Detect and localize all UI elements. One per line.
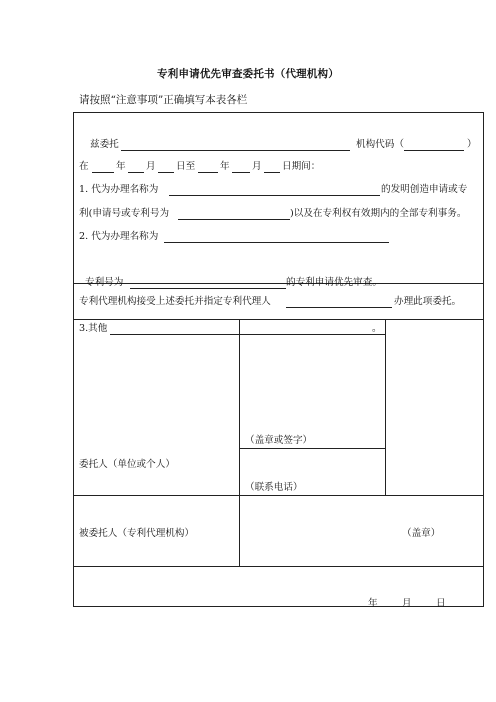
period-suffix: 日期间：	[282, 161, 321, 172]
agency-name-blank[interactable]	[121, 150, 350, 151]
principal-label: 委托人（单位或个人）	[79, 459, 175, 470]
period-prefix: 在	[79, 161, 89, 172]
item1-label: 1. 代为办理名称为	[79, 184, 159, 195]
patent-number-label: 专利号为	[85, 277, 124, 288]
date-day-label: 日	[436, 598, 446, 609]
document-title: 专利申请优先审查委托书（代理机构）	[157, 68, 339, 80]
end-month-blank[interactable]	[232, 172, 250, 173]
item1-scope: )以及在专利权有效期内的全部专利事务。	[290, 208, 467, 219]
date-year-label: 年	[368, 598, 378, 609]
start-month-label: 月	[146, 161, 156, 172]
principal-seal-area[interactable]	[386, 320, 483, 495]
end-year-label: 年	[220, 161, 230, 172]
start-month-blank[interactable]	[128, 172, 144, 173]
item1-application-label: 利(申请号或专利号为	[79, 208, 170, 219]
org-code-blank[interactable]	[404, 150, 464, 151]
agent-seal-label: （盖章）	[402, 528, 441, 539]
start-day-blank[interactable]	[158, 172, 174, 173]
patent-number-blank[interactable]	[130, 288, 286, 289]
item3-label: 3.其他	[79, 323, 108, 334]
start-year-label: 年	[116, 161, 126, 172]
application-number-blank[interactable]	[178, 219, 290, 220]
acceptance-text: 专利代理机构接受上述委托并指定专利代理人	[79, 296, 271, 307]
invention-name-blank[interactable]	[169, 195, 380, 196]
org-code-label: 机构代码（	[356, 139, 404, 150]
org-code-close: ）	[467, 139, 477, 150]
attorney-name-blank[interactable]	[286, 307, 392, 308]
other-items-blank[interactable]	[110, 334, 386, 335]
agent-label: 被委托人（专利代理机构）	[79, 528, 195, 539]
end-month-label: 月	[252, 161, 262, 172]
acceptance-suffix: 办理此项委托。	[394, 296, 462, 307]
start-year-blank[interactable]	[92, 172, 114, 173]
priority-exam-text: 的专利申请优先审查。	[286, 277, 382, 288]
fill-instruction: 请按照“注意事项”正确填写本表各栏	[79, 94, 248, 106]
date-month-label: 月	[402, 598, 412, 609]
day-to-label: 日至	[176, 161, 196, 172]
end-day-blank[interactable]	[264, 172, 280, 173]
entrustment-form	[73, 112, 484, 607]
item2-name-blank[interactable]	[164, 242, 389, 243]
contact-phone-label: （联系电话）	[245, 482, 303, 493]
seal-or-sign-label: （盖章或签字）	[245, 435, 313, 446]
item1-continuation: 的发明创造申请或专	[381, 184, 468, 195]
divider-agent-bottom	[74, 566, 483, 567]
entrust-prefix: 兹委托	[90, 139, 119, 150]
end-year-blank[interactable]	[198, 172, 218, 173]
item2-label: 2. 代为办理名称为	[79, 231, 159, 242]
divider-principal-mid	[239, 448, 385, 449]
divider-entrust-bottom	[74, 283, 483, 284]
divider-col1	[239, 319, 240, 566]
item3-end: 。	[372, 323, 382, 334]
divider-principal-bottom	[74, 495, 483, 496]
